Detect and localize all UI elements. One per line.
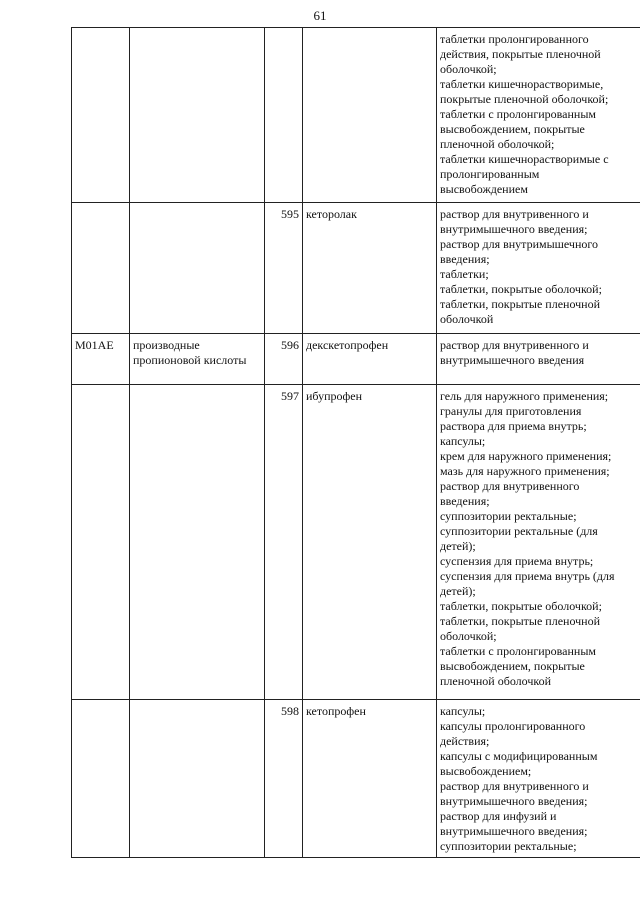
dosage-form-line: суппозитории ректальные (для — [440, 524, 598, 538]
dosage-form-line: крем для наружного применения; — [440, 449, 612, 463]
drug-name-cell: кетопрофен — [303, 700, 437, 858]
dosage-form-line: таблетки кишечнорастворимые, — [440, 77, 604, 91]
group-name-cell — [130, 385, 265, 700]
group-name-cell — [130, 203, 265, 334]
dosage-form-line: таблетки пролонгированного — [440, 32, 589, 46]
row-number-cell: 598 — [265, 700, 303, 858]
dosage-form-line: капсулы; — [440, 434, 486, 448]
dosage-form-line: действия, покрытые пленочной — [440, 47, 601, 61]
dosage-form-line: пленочной оболочкой; — [440, 137, 555, 151]
row-number-cell: 597 — [265, 385, 303, 700]
dosage-form-line: высвобождением, покрытые — [440, 659, 585, 673]
dosage-form-line: мазь для наружного применения; — [440, 464, 610, 478]
table-row — [72, 334, 640, 385]
dosage-forms-cell — [437, 334, 640, 385]
atc-code-cell — [72, 203, 130, 334]
dosage-form-line: таблетки с пролонгированным — [440, 107, 597, 121]
dosage-form-line: пленочной оболочкой — [440, 674, 552, 688]
dosage-form-line: высвобождением, покрытые — [440, 122, 585, 136]
drug-name-cell: кеторолак — [303, 203, 437, 334]
atc-code-cell — [72, 385, 130, 700]
dosage-forms-cell — [437, 28, 640, 203]
dosage-form-line: таблетки, покрытые оболочкой; — [440, 599, 602, 613]
dosage-form-line: высвобождением; — [440, 764, 532, 778]
dosage-form-line: суппозитории ректальные; — [440, 509, 577, 523]
dosage-form-line: оболочкой; — [440, 62, 497, 76]
table-row — [72, 28, 640, 203]
dosage-form-line: действия; — [440, 734, 490, 748]
dosage-form-line: гель для наружного применения; — [440, 389, 609, 403]
dosage-form-line: высвобождением — [440, 182, 528, 196]
dosage-form-line: раствор для внутримышечного — [440, 237, 598, 251]
row-number-cell: 596 — [265, 334, 303, 385]
table-row — [72, 385, 640, 700]
dosage-form-line: внутримышечного введения; — [440, 824, 588, 838]
drug-table — [71, 27, 640, 858]
page-number: 61 — [313, 8, 327, 23]
dosage-form-line: раствор для внутривенного и — [440, 338, 589, 352]
dosage-form-line: суспензия для приема внутрь; — [440, 554, 594, 568]
dosage-form-line: детей); — [440, 584, 476, 598]
dosage-forms-cell — [437, 203, 640, 334]
atc-code-cell — [72, 700, 130, 858]
row-number-cell — [265, 28, 303, 203]
dosage-form-line: таблетки с пролонгированным — [440, 644, 597, 658]
dosage-form-line: таблетки, покрытые оболочкой; — [440, 282, 602, 296]
dosage-forms-cell — [437, 700, 640, 858]
dosage-form-line: раствор для внутривенного и — [440, 207, 589, 221]
dosage-form-line: введения; — [440, 494, 490, 508]
dosage-form-line: капсулы; — [440, 704, 486, 718]
dosage-form-line: раствор для инфузий и — [440, 809, 557, 823]
dosage-form-line: суппозитории ректальные; — [440, 839, 577, 853]
group-name-cell — [130, 700, 265, 858]
dosage-form-line: внутримышечного введения — [440, 353, 585, 367]
dosage-form-line: гранулы для приготовления — [440, 404, 582, 418]
dosage-form-line: раствор для внутривенного — [440, 479, 580, 493]
row-number-cell: 595 — [265, 203, 303, 334]
drug-name-cell — [303, 28, 437, 203]
dosage-form-line: пролонгированным — [440, 167, 540, 181]
dosage-form-line: внутримышечного введения; — [440, 794, 588, 808]
atc-code-cell: M01AE — [72, 334, 130, 385]
dosage-form-line: капсулы с модифицированным — [440, 749, 598, 763]
dosage-forms-cell — [437, 385, 640, 700]
atc-code-cell — [72, 28, 130, 203]
dosage-form-line: оболочкой — [440, 312, 494, 326]
table-row — [72, 203, 640, 334]
dosage-form-line: таблетки; — [440, 267, 489, 281]
dosage-form-line: раствор для внутривенного и — [440, 779, 589, 793]
drug-name-cell: декскетопрофен — [303, 334, 437, 385]
group-name-cell: производные пропионовой кислоты — [130, 334, 265, 385]
table-row — [72, 700, 640, 858]
dosage-form-line: покрытые пленочной оболочкой; — [440, 92, 609, 106]
table-body — [72, 28, 640, 858]
dosage-form-line: таблетки, покрытые пленочной — [440, 297, 601, 311]
dosage-form-line: оболочкой; — [440, 629, 497, 643]
dosage-form-line: суспензия для приема внутрь (для — [440, 569, 615, 583]
dosage-form-line: капсулы пролонгированного — [440, 719, 586, 733]
drug-name-cell: ибупрофен — [303, 385, 437, 700]
dosage-form-line: внутримышечного введения; — [440, 222, 588, 236]
dosage-form-line: таблетки кишечнорастворимые с — [440, 152, 609, 166]
group-name-cell — [130, 28, 265, 203]
dosage-form-line: раствора для приема внутрь; — [440, 419, 587, 433]
dosage-form-line: детей); — [440, 539, 476, 553]
dosage-form-line: введения; — [440, 252, 490, 266]
dosage-form-line: таблетки, покрытые пленочной — [440, 614, 601, 628]
